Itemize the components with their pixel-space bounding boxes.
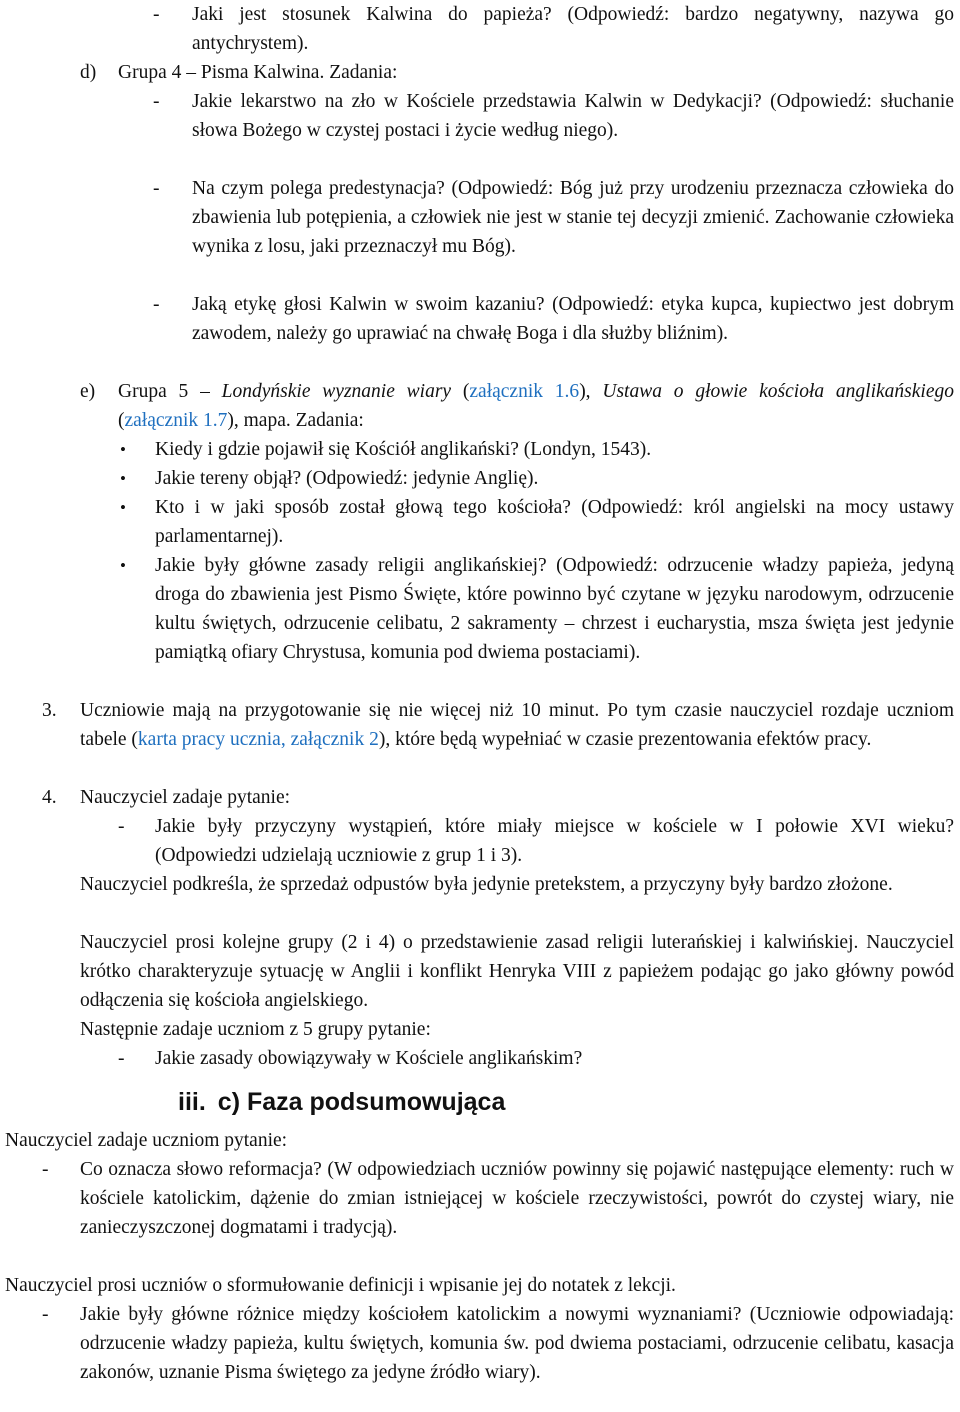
list-dash: - — [153, 91, 160, 112]
bullet-icon: • — [120, 498, 126, 517]
step-4-paragraph-1: Nauczyciel podkreśla, że sprzedaż odpustów była jedynie pretekstem, a przyczyny były bardzo złożone. — [80, 874, 893, 895]
list-dash: - — [153, 178, 160, 199]
group-e-question-2: Jakie tereny objął? (Odpowiedź: jedynie Anglię). — [155, 468, 539, 489]
bullet-icon: • — [120, 469, 126, 488]
question-papal-attitude: Jaki jest stosunek Kalwina do papieża? (Odpowiedź: bardzo negatywny, nazywa go antychrystem). — [192, 4, 954, 54]
group-e-question-1: Kiedy i gdzie pojawił się Kościół anglikański? (Londyn, 1543). — [155, 439, 652, 460]
list-dash: - — [153, 294, 160, 315]
group-d-title: Grupa 4 – Pisma Kalwina. Zadania: — [118, 62, 398, 83]
list-dash: - — [42, 1159, 49, 1180]
list-dash: - — [42, 1304, 49, 1325]
section-heading — [178, 1085, 505, 1119]
bullet-icon: • — [120, 440, 126, 459]
summary-intro: Nauczyciel zadaje uczniom pytanie: — [5, 1130, 288, 1151]
section-roman-numeral: iii. — [178, 1088, 206, 1116]
step-4-paragraph-3: Następnie zadaje uczniom z 5 grupy pytanie: — [80, 1019, 431, 1040]
document-title-londyn: Londyńskie wyznanie wiary — [221, 381, 452, 402]
group-d-question-2: Na czym polega predestynacja? (Odpowiedź: Bóg już przy urodzeniu przeznacza człowieka do zbawienia lub potępienia, a człowiek nie jest w stanie tej decyzji zmienić. Zachowanie człowieka wynika z losu, jaki przeznaczył mu Bóg). — [192, 178, 954, 257]
group-d-question-3: Jaką etykę głosi Kalwin w swoim kazaniu? (Odpowiedź: etyka kupca, kupiectwo jest dobrym zawodem, należy go uprawiać na chwałę Boga i dla służby bliźnim). — [192, 294, 954, 344]
attachment-link-1-7[interactable]: załącznik 1.7 — [124, 410, 228, 431]
group-e-title: Grupa 5 – Londyńskie wyznanie wiary (załącznik 1.6), Ustawa o głowie kościoła anglikańskiego (załącznik 1.7), mapa. Zadania: — [118, 381, 954, 431]
list-dash: - — [118, 816, 125, 837]
step-4-title: Nauczyciel zadaje pytanie: — [80, 787, 291, 808]
list-marker-d: d) — [80, 62, 97, 83]
group-e-question-3: Kto i w jaki sposób został głową tego kościoła? (Odpowiedź: król angielski na mocy ustawy parlamentarnej). — [155, 497, 954, 547]
attachment-link-1-6[interactable]: załącznik 1.6 — [469, 381, 580, 402]
list-marker-e: e) — [80, 381, 96, 402]
step-4-paragraph-2: Nauczyciel prosi kolejne grupy (2 i 4) o przedstawienie zasad religii luterańskiej i kalwińskiej. Nauczyciel krótko charakteryzuje sytuację w Anglii i konflikt Henryka VIII z papieżem podając go jako główny powód odłączenia się kościoła angielskiego. — [80, 932, 954, 1011]
section-title: c) Faza podsumowująca — [217, 1088, 506, 1116]
bullet-icon: • — [120, 556, 126, 575]
list-dash: - — [118, 1048, 125, 1069]
step-4-question-2: Jakie zasady obowiązywały w Kościele anglikańskim? — [155, 1048, 583, 1069]
step-number-3: 3. — [42, 700, 57, 721]
summary-paragraph: Nauczyciel prosi uczniów o sformułowanie definicji i wpisanie jej do notatek z lekcji. — [5, 1275, 676, 1296]
step-3-text: Uczniowie mają na przygotowanie się nie więcej niż 10 minut. Po tym czasie nauczyciel rozdaje uczniom tabele (karta pracy ucznia, załącznik 2), które będą wypełniać w czasie prezentowania efektów pracy. — [80, 700, 954, 750]
step-number-4: 4. — [42, 787, 57, 808]
group-e-question-4: Jakie były główne zasady religii anglikańskiej? (Odpowiedź: odrzucenie władzy papieża, jedyną droga do zbawienia jest Pismo Święte, które powinno być czytane w języku narodowym, odrzucenie kultu świętych, odrzucenie celibatu, 2 sakramenty – chrzest i eucharystia, msza święta jest jedynie pamiątką ofiary Chrystusa, komunia pod dwiema postaciami). — [155, 555, 954, 663]
step-4-question-1: Jakie były przyczyny wystąpień, które miały miejsce w kościele w I połowie XVI wieku? (Odpowiedzi udzielają uczniowie z grup 1 i 3). — [155, 816, 954, 866]
document-title-ustawa: Ustawa o głowie kościoła anglikańskiego — [602, 381, 954, 402]
summary-question-1: Co oznacza słowo reformacja? (W odpowiedziach uczniów powinny się pojawić następujące elementy: ruch w kościele katolickim, dążenie do zmian istniejącej w kościele rzeczywistości, powrót do czystej wiary, nie zanieczyszczonej dogmatami i tradycją). — [80, 1159, 954, 1238]
group-d-question-1: Jakie lekarstwo na zło w Kościele przedstawia Kalwin w Dedykacji? (Odpowiedź: słuchanie słowa Bożego w czystej postaci i życie według niego). — [192, 91, 954, 141]
list-dash: - — [153, 4, 160, 25]
summary-question-2: Jakie były główne różnice między kościołem katolickim a nowymi wyznaniami? (Uczniowie odpowiadają: odrzucenie władzy papieża, kultu świętych, komunia św. pod dwiema postaciami, odrzucenie celibatu, kasacja zakonów, uznanie Pisma świętego za jedyne źródło wiary). — [80, 1304, 954, 1383]
attachment-link-2[interactable]: karta pracy ucznia, załącznik 2 — [137, 729, 379, 750]
